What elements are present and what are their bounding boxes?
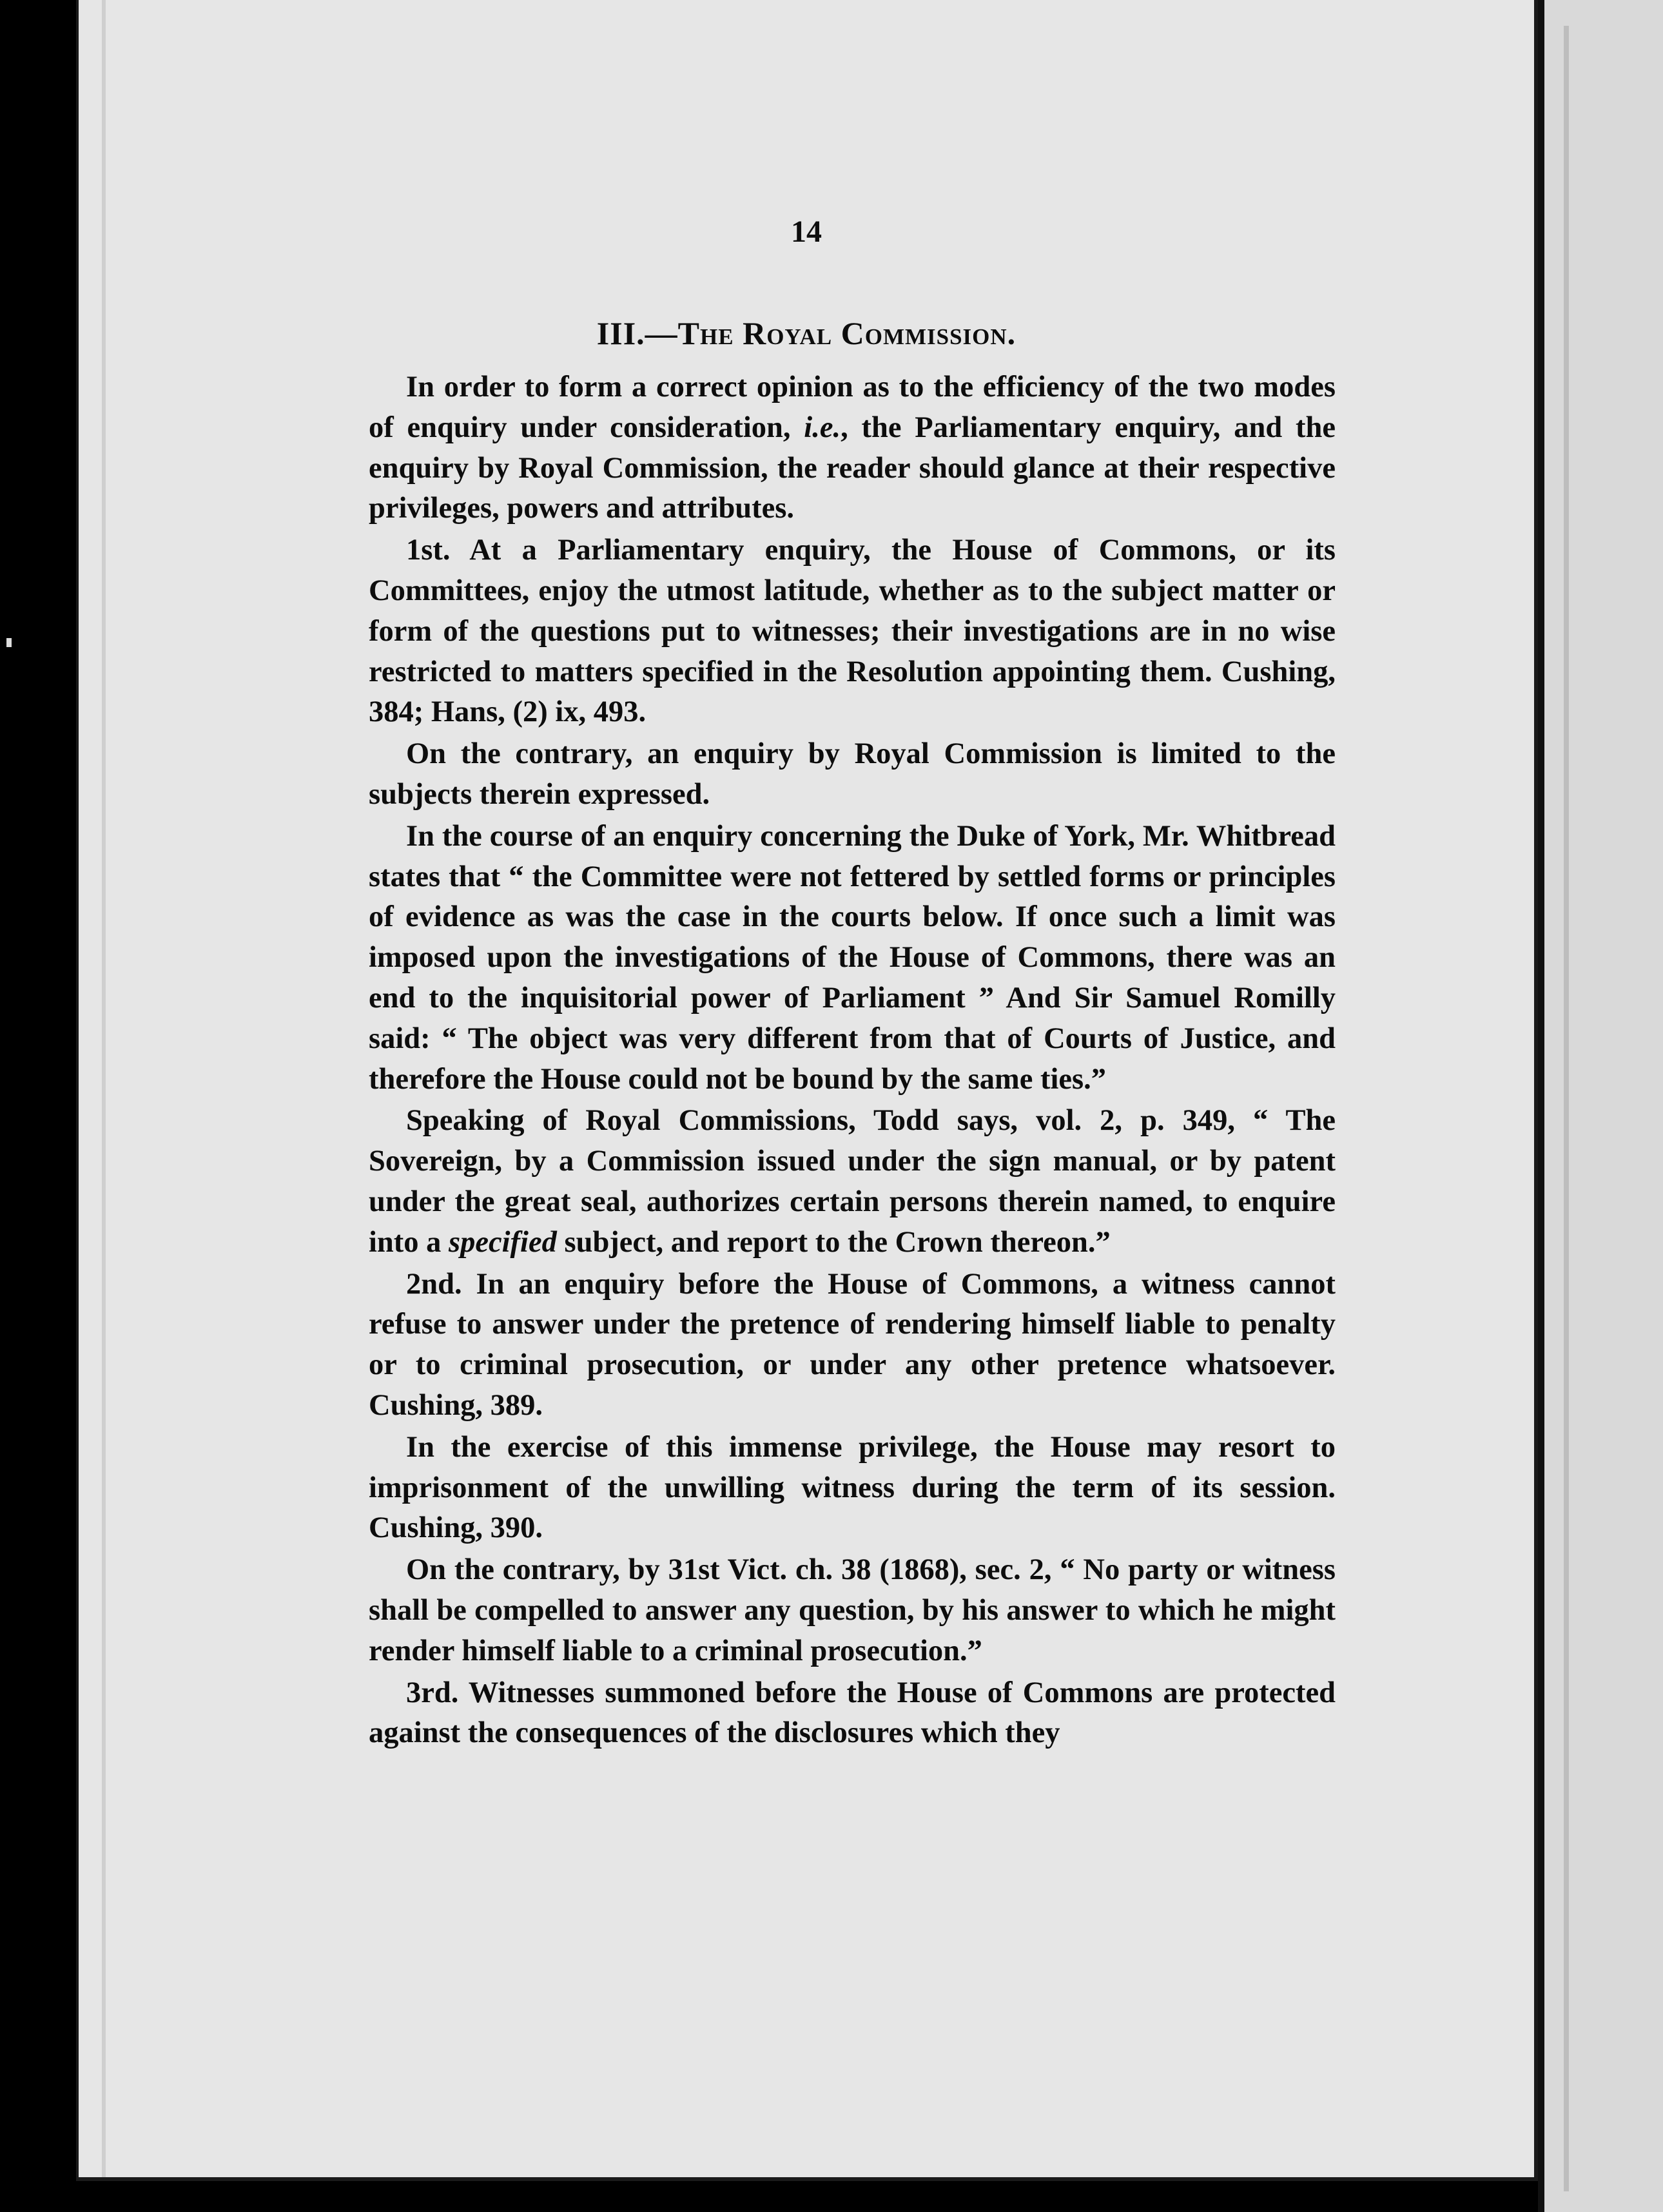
body-text	[369, 367, 1336, 1754]
paragraph: 1st. At a Parliamentary enquiry, the House of Commons, or its Committees, enjoy the utmost latitude, whether as to the subject matter or form of the questions put to witnesses; their investigations are in no wise restricted to matters specified in the Resolution appointing them. Cushing, 384; Hans, (2) ix, 493.	[369, 534, 1336, 729]
section-heading	[79, 315, 1534, 352]
paragraph: In the course of an enquiry concerning the Duke of York, Mr. Whitbread states that “ the Committee were not fettered by settled forms or principles of evidence as was the case in the courts below. If once such a limit was imposed upon the investigations of the House of Commons, there was an end to the inquisitorial power of Parliament ” And Sir Samuel Romilly said: “ The object was very different from that of Courts of Justice, and therefore the House could not be bound by the same ties.”	[369, 819, 1336, 1096]
section-heading-number: III.—	[596, 315, 678, 351]
paragraph: On the contrary, an enquiry by Royal Commission is limited to the subjects therein expressed.	[369, 737, 1336, 811]
page-number: 14	[791, 215, 822, 249]
scan-speck	[6, 638, 12, 647]
adjacent-page-stripe	[1564, 26, 1569, 2191]
paragraph: 3rd. Witnesses summoned before the House of Commons are protected against the consequences of the disclosures which they	[369, 1676, 1336, 1750]
paragraph: In the exercise of this immense privilege, the House may resort to imprisonment of the unwilling witness during the term of its session. Cushing, 390.	[369, 1430, 1336, 1545]
section-heading-title: The Royal Commission.	[677, 315, 1016, 351]
paragraph: 2nd. In an enquiry before the House of Commons, a witness cannot refuse to answer under the pretence of rendering himself liable to penalty or to criminal prosecution, or under any other pretence whatsoever. Cushing, 389.	[369, 1267, 1336, 1422]
book-page	[76, 0, 1538, 2181]
paragraph: Speaking of Royal Commissions, Todd says, vol. 2, p. 349, “ The Sovereign, by a Commission issued under the sign manual, or by patent under the great seal, authorizes certain persons therein named, to enquire into a specified subject, and report to the Crown thereon.”	[369, 1104, 1336, 1259]
paragraph: In order to form a correct opinion as to the efficiency of the two modes of enquiry under consideration, i.e., the Parliamentary enquiry, and the enquiry by Royal Commission, the reader should glance at their respective privileges, powers and attributes.	[369, 371, 1336, 525]
paragraph: On the contrary, by 31st Vict. ch. 38 (1868), sec. 2, “ No party or witness shall be compelled to answer any question, by his answer to which he might render himself liable to a criminal prosecution.”	[369, 1553, 1336, 1667]
adjacent-page-edge	[1538, 0, 1663, 2212]
